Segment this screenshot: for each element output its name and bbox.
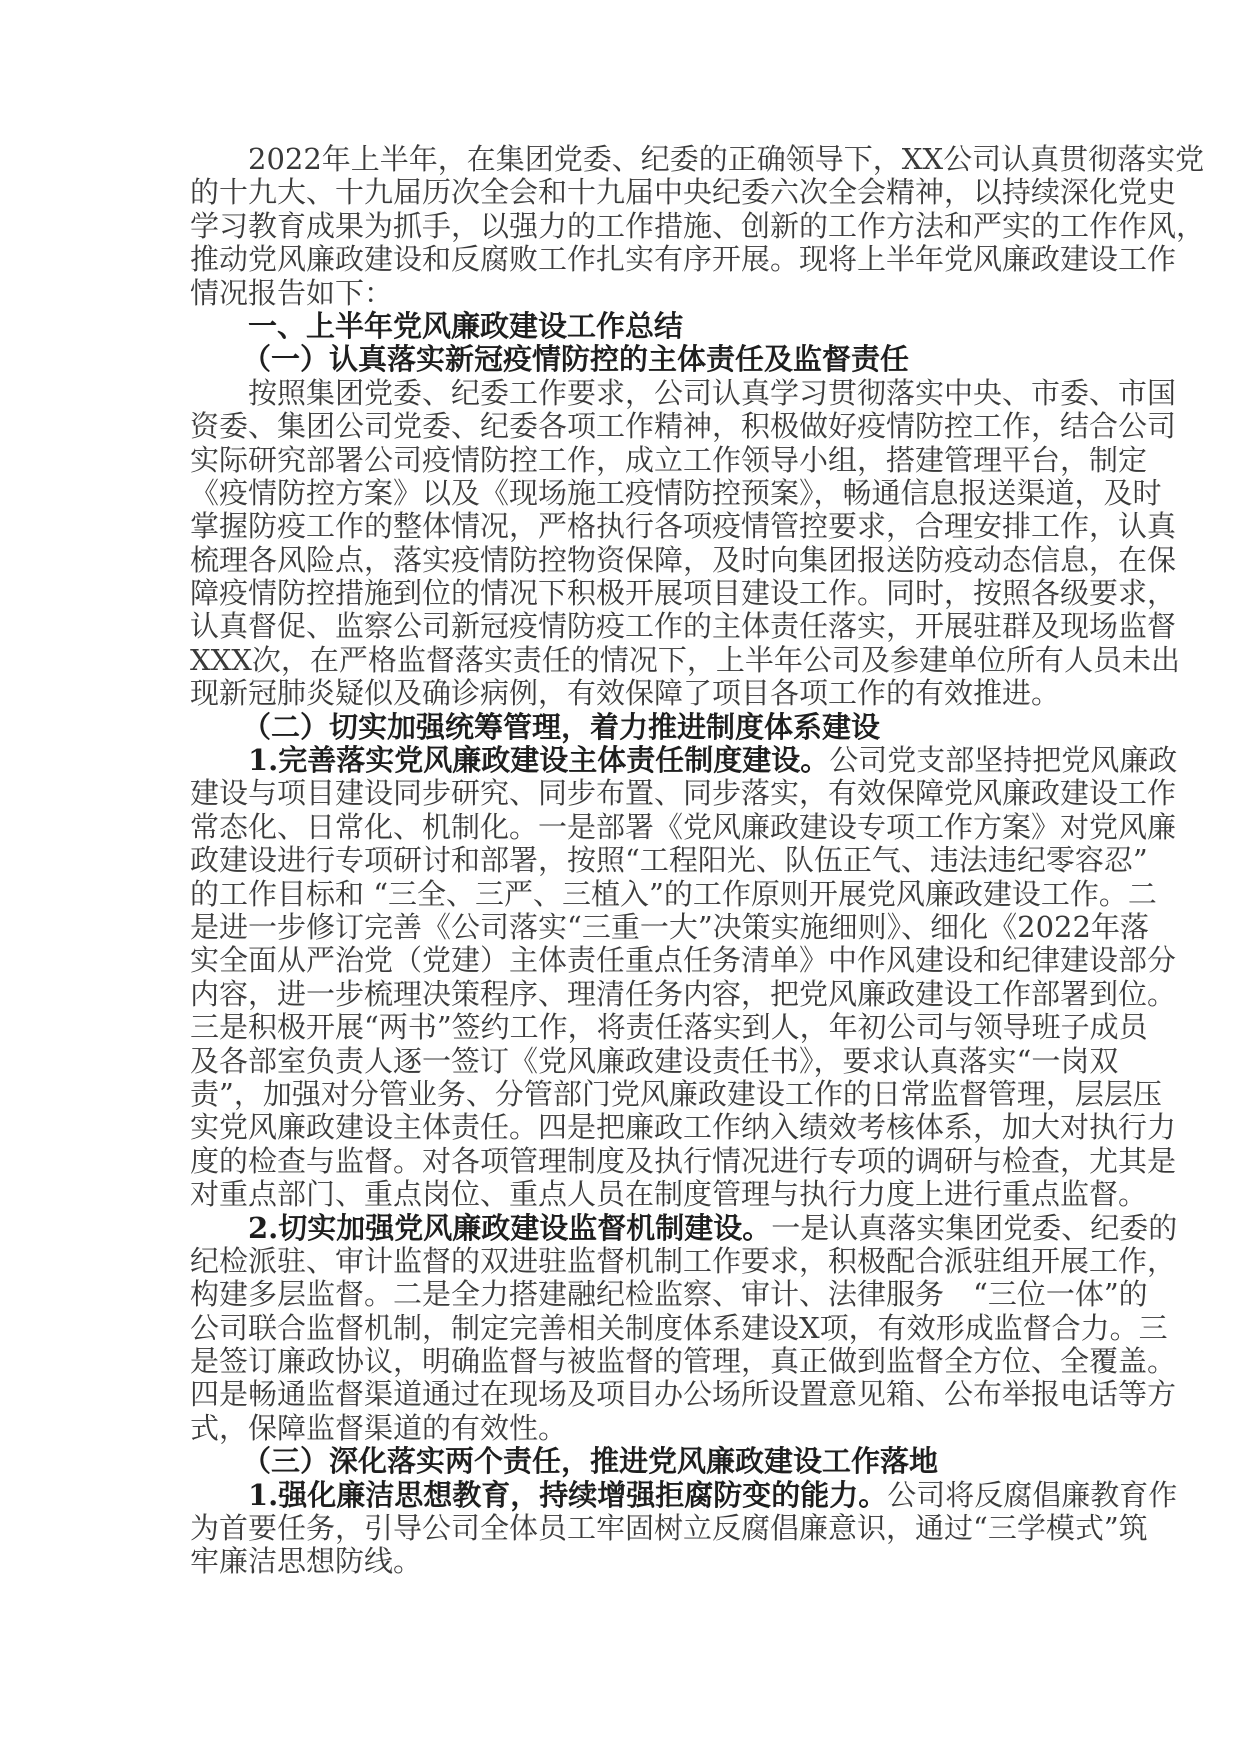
- paragraph-line: 常态化、日常化、机制化。一是部署《党风廉政建设专项工作方案》对党风廉: [190, 809, 1177, 844]
- paragraph-line: 掌握防疫工作的整体情况，严格执行各项疫情管控要求，合理安排工作，认真: [190, 509, 1177, 544]
- paragraph-line: 为首要任务，引导公司全体员工牢固树立反腐倡廉意识，通过“三学模式”筑: [190, 1511, 1148, 1546]
- subsection-heading: （二）切实加强统筹管理，着力推进制度体系建设: [242, 709, 881, 744]
- paragraph-line: 构建多层监督。二是全力搭建融纪检监察、审计、法律服务 “三位一体”的: [190, 1277, 1148, 1312]
- paragraph-line: 按照集团党委、纪委工作要求，公司认真学习贯彻落实中央、市委、市国: [248, 375, 1177, 410]
- paragraph-line: 是进一步修订完善《公司落实“三重一大”决策实施细则》、细化《2022年落: [190, 909, 1149, 944]
- paragraph-line: [190, 743, 1178, 778]
- paragraph-line: [190, 1210, 1178, 1245]
- paragraph-line: 责”，加强对分管业务、分管部门党风廉政建设工作的日常监督管理，层层压: [190, 1076, 1162, 1111]
- paragraph-line: 情况报告如下：: [190, 275, 394, 310]
- paragraph-line: 的工作目标和 “三全、三严、三植入”的工作原则开展党风廉政建设工作。二: [190, 876, 1157, 911]
- paragraph: [190, 1210, 1178, 1446]
- paragraph-line: 四是畅通监督渠道通过在现场及项目办公场所设置意见箱、公布举报电话等方: [190, 1377, 1177, 1412]
- paragraph-line: 政建设进行专项研讨和部署，按照“工程阳光、队伍正气、违法违纪零容忍”: [190, 843, 1148, 878]
- paragraph-line: 2022年上半年，在集团党委、纪委的正确领导下，XX公司认真贯彻落实党: [248, 142, 1205, 176]
- paragraph-line: 梳理各风险点，落实疫情防控物资保障，及时向集团报送防疫动态信息，在保: [190, 542, 1177, 577]
- paragraph-line: 障疫情防控措施到位的情况下积极开展项目建设工作。同时，按照各级要求，: [190, 576, 1177, 611]
- paragraph-lead-title: 2.切实加强党风廉政建设监督机制建设。: [248, 1210, 772, 1245]
- paragraph-line: 推动党风廉政建设和反腐败工作扎实有序开展。现将上半年党风廉政建设工作: [190, 242, 1177, 277]
- paragraph-line: 对重点部门、重点岗位、重点人员在制度管理与执行力度上进行重点监督。: [190, 1177, 1148, 1212]
- paragraph-line: 度的检查与监督。对各项管理制度及执行情况进行专项的调研与检查，尤其是: [190, 1143, 1177, 1178]
- paragraph-line: 及各部室负责人逐一签订《党风廉政建设责任书》，要求认真落实“一岗双: [190, 1043, 1119, 1078]
- paragraph: [190, 142, 1206, 310]
- paragraph: [190, 375, 1180, 711]
- paragraph-line: [190, 1477, 1178, 1512]
- paragraph-line: 认真督促、监察公司新冠疫情防疫工作的主体责任落实，开展驻群及现场监督: [190, 609, 1177, 644]
- paragraph-line: 实际研究部署公司疫情防控工作，成立工作领导小组，搭建管理平台，制定: [190, 442, 1148, 477]
- document-body: [190, 142, 1206, 1579]
- paragraph-line: 三是积极开展“两书”签约工作，将责任落实到人，年初公司与领导班子成员: [190, 1010, 1148, 1045]
- paragraph-line: 牢廉洁思想防线。: [190, 1544, 423, 1579]
- paragraph-lead-title: 1.强化廉洁思想教育，持续增强拒腐防变的能力。: [248, 1477, 888, 1512]
- paragraph-line: 实全面从严治党（党建）主体责任重点任务清单》中作风建设和纪律建设部分: [190, 943, 1177, 978]
- subsection-heading: （一）认真落实新冠疫情防控的主体责任及监督责任: [242, 342, 910, 377]
- paragraph-line: 是签订廉政协议，明确监督与被监督的管理，真正做到监督全方位、全覆盖。: [190, 1344, 1177, 1379]
- section-heading: 一、上半年党风廉政建设工作总结: [248, 308, 684, 343]
- paragraph: [190, 743, 1178, 1212]
- paragraph-line: 实党风廉政建设主体责任。四是把廉政工作纳入绩效考核体系，加大对执行力: [190, 1110, 1177, 1145]
- paragraph-lead-title: 1.完善落实党风廉政建设主体责任制度建设。: [248, 743, 830, 778]
- paragraph-line: 学习教育成果为抓手，以强力的工作措施、创新的工作方法和严实的工作作风，: [190, 208, 1206, 243]
- subsection-heading: （三）深化落实两个责任，推进党风廉政建设工作落地: [242, 1444, 939, 1479]
- paragraph-line: 的十九大、十九届历次全会和十九届中央纪委六次全会精神，以持续深化党史: [190, 175, 1177, 210]
- paragraph-line: 公司联合监督机制，制定完善相关制度体系建设X项，有效形成监督合力。三: [190, 1310, 1168, 1345]
- paragraph-line: 《疫情防控方案》以及《现场施工疫情防控预案》，畅通信息报送渠道，及时: [190, 475, 1162, 510]
- paragraph-line: 资委、集团公司党委、纪委各项工作精神，积极做好疫情防控工作，结合公司: [190, 409, 1177, 444]
- paragraph-line: 式，保障监督渠道的有效性。: [190, 1410, 568, 1445]
- paragraph-line: 建设与项目建设同步研究、同步布置、同步落实，有效保障党风廉政建设工作: [190, 776, 1177, 811]
- paragraph-line: XXX次，在严格监督落实责任的情况下，上半年公司及参建单位所有人员未出: [190, 642, 1180, 677]
- paragraph: [190, 1477, 1178, 1579]
- paragraph-text: 公司将反腐倡廉教育作: [887, 1477, 1178, 1512]
- paragraph-line: 纪检派驻、审计监督的双进驻监督机制工作要求，积极配合派驻组开展工作，: [190, 1243, 1177, 1278]
- paragraph-line: 现新冠肺炎疑似及确诊病例，有效保障了项目各项工作的有效推进。: [190, 676, 1061, 711]
- paragraph-text: 一是认真落实集团党委、纪委的: [771, 1210, 1178, 1245]
- paragraph-line: 内容，进一步梳理决策程序、理清任务内容，把党风廉政建设工作部署到位。: [190, 976, 1177, 1011]
- paragraph-text: 公司党支部坚持把党风廉政: [829, 743, 1178, 778]
